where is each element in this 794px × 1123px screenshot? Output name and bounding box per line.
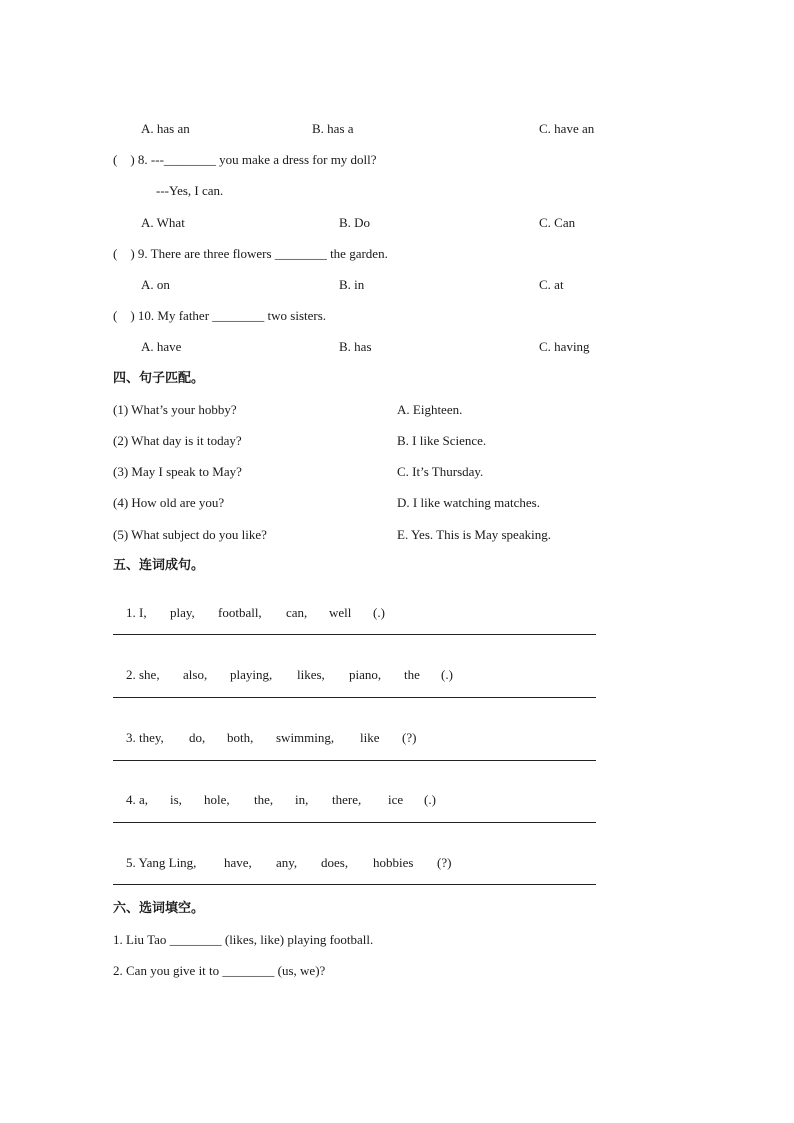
reorder-word: (?) <box>402 730 417 745</box>
reorder-item-4 <box>113 776 436 824</box>
q9-question: ( ) 9. There are three flowers ________ the garden. <box>113 246 388 261</box>
reorder-word: 2. she, <box>126 667 160 682</box>
q7-option-b: B. has a <box>312 121 354 136</box>
reorder-item-3 <box>113 714 416 762</box>
q9-option-b: B. in <box>339 277 365 292</box>
reorder-word: there, <box>332 792 362 807</box>
reorder-word: 3. they, <box>126 730 164 745</box>
reorder-item-1 <box>113 589 385 637</box>
match-question-1: (1) What’s your hobby? <box>113 402 237 417</box>
q9-option-c: C. at <box>539 277 564 292</box>
reorder-word: (.) <box>441 667 453 682</box>
reorder-word: like <box>360 730 380 745</box>
answer-line-2[interactable] <box>113 697 596 698</box>
q9-option-a: A. on <box>141 277 170 292</box>
reorder-word: the, <box>254 792 274 807</box>
q8-option-c: C. Can <box>539 215 576 230</box>
q10-option-b: B. has <box>339 339 372 354</box>
answer-line-1[interactable] <box>113 634 596 635</box>
answer-line-4[interactable] <box>113 822 596 823</box>
q8-reply: ---Yes, I can. <box>156 183 224 198</box>
reorder-word: 5. Yang Ling, <box>126 855 197 870</box>
reorder-word: also, <box>183 667 208 682</box>
match-answer-d: D. I like watching matches. <box>397 495 540 510</box>
section5-heading: 五、连词成句。 <box>113 558 205 573</box>
reorder-word: likes, <box>297 667 325 682</box>
reorder-word: does, <box>321 855 349 870</box>
q7-option-c: C. have an <box>539 121 595 136</box>
match-question-5: (5) What subject do you like? <box>113 527 267 542</box>
answer-line-3[interactable] <box>113 760 596 761</box>
fill-blank-item-1: 1. Liu Tao ________ (likes, like) playing football. <box>113 932 374 947</box>
reorder-item-5 <box>113 839 451 887</box>
q8-option-a: A. What <box>141 215 185 230</box>
match-question-2: (2) What day is it today? <box>113 433 242 448</box>
reorder-word: playing, <box>230 667 273 682</box>
reorder-word: piano, <box>349 667 382 682</box>
reorder-word: (?) <box>437 855 452 870</box>
reorder-word: ice <box>388 792 404 807</box>
match-question-3: (3) May I speak to May? <box>113 464 242 479</box>
reorder-word: 4. a, <box>126 792 149 807</box>
match-question-4: (4) How old are you? <box>113 495 225 510</box>
match-answer-e: E. Yes. This is May speaking. <box>397 527 551 542</box>
section4-heading: 四、句子匹配。 <box>113 371 205 386</box>
reorder-word: (.) <box>424 792 436 807</box>
reorder-word: do, <box>189 730 206 745</box>
reorder-word: 1. I, <box>126 605 147 620</box>
reorder-word: the <box>404 667 420 682</box>
reorder-word: (.) <box>373 605 385 620</box>
match-answer-c: C. It’s Thursday. <box>397 464 484 479</box>
reorder-word: football, <box>218 605 262 620</box>
reorder-word: hole, <box>204 792 230 807</box>
reorder-word: hobbies <box>373 855 414 870</box>
section6-heading: 六、选词填空。 <box>113 901 205 916</box>
q8-question: ( ) 8. ---________ you make a dress for my doll? <box>113 152 377 167</box>
reorder-word: have, <box>224 855 252 870</box>
reorder-word: in, <box>295 792 309 807</box>
q8-option-b: B. Do <box>339 215 371 230</box>
fill-blank-item-2: 2. Can you give it to ________ (us, we)? <box>113 963 326 978</box>
reorder-word: can, <box>286 605 308 620</box>
q10-option-c: C. having <box>539 339 590 354</box>
q10-option-a: A. have <box>141 339 182 354</box>
reorder-word: is, <box>170 792 182 807</box>
reorder-word: play, <box>170 605 195 620</box>
reorder-word: swimming, <box>276 730 335 745</box>
answer-line-5[interactable] <box>113 884 596 885</box>
reorder-word: both, <box>227 730 254 745</box>
reorder-item-2 <box>113 651 453 699</box>
match-answer-a: A. Eighteen. <box>397 402 463 417</box>
reorder-word: well <box>329 605 352 620</box>
match-answer-b: B. I like Science. <box>397 433 487 448</box>
q7-option-a: A. has an <box>141 121 190 136</box>
reorder-word: any, <box>276 855 298 870</box>
q10-question: ( ) 10. My father ________ two sisters. <box>113 308 327 323</box>
